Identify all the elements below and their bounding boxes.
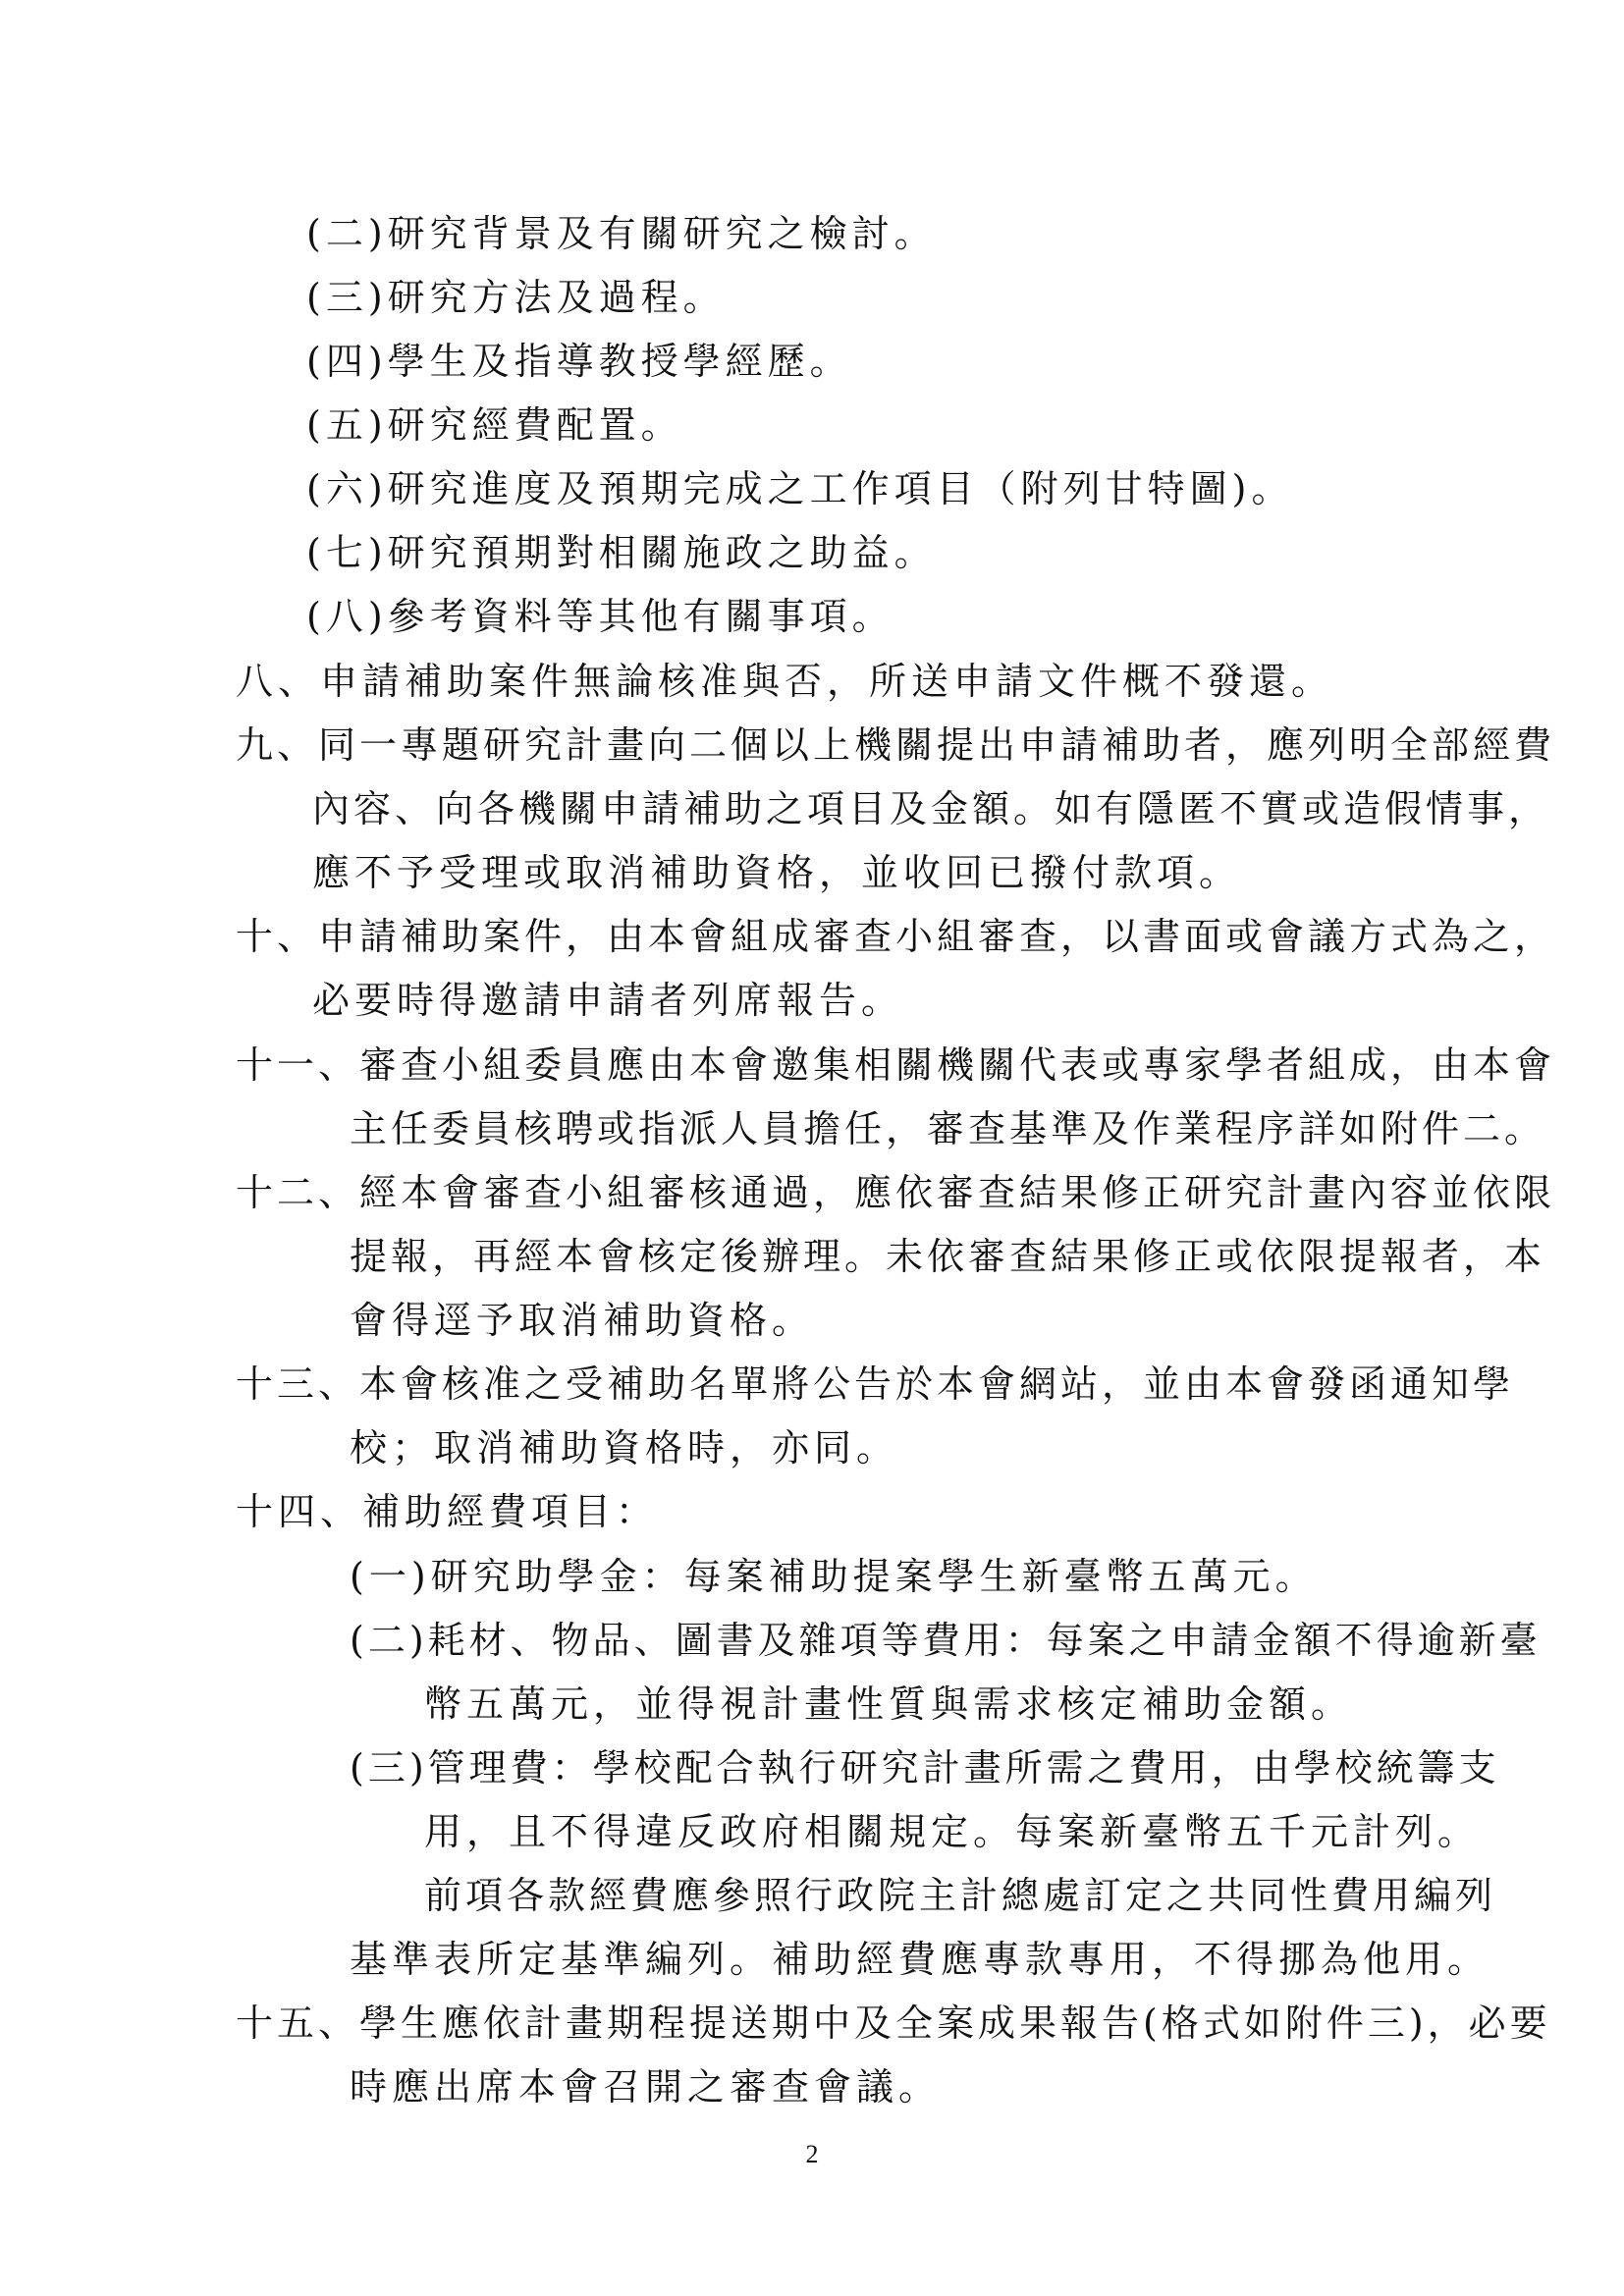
item-7-sub-8: (八)參考資料等其他有關事項。 [306, 595, 894, 638]
item-13-line-2: 校；取消補助資格時，亦同。 [350, 1426, 899, 1469]
item-11-line-2: 主任委員核聘或指派人員擔任，審查基準及作業程序詳如附件二。 [350, 1107, 1546, 1150]
item-15-line-1: 十五、學生應依計畫期程提送期中及全案成果報告(格式如附件三)，必要 [236, 2002, 1551, 2045]
item-10-line-2: 必要時得邀請申請者列席報告。 [312, 979, 904, 1022]
item-8: 八、申請補助案件無論核准與否，所送申請文件概不發還。 [236, 660, 1334, 703]
item-7-sub-5: (五)研究經費配置。 [306, 403, 683, 447]
item-14-note-line-1: 前項各款經費應參照行政院主計總處訂定之共同性費用編列 [424, 1874, 1497, 1917]
item-7-sub-7: (七)研究預期對相關施政之助益。 [306, 531, 937, 574]
item-14-sub-2-line-2: 幣五萬元，並得視計畫性質與需求核定補助金額。 [424, 1682, 1354, 1726]
item-7-sub-3: (三)研究方法及過程。 [306, 276, 726, 319]
item-14-heading: 十四、補助經費項目： [236, 1490, 659, 1533]
item-13-line-1: 十三、本會核准之受補助名單將公告於本會網站，並由本會發函通知學 [236, 1362, 1515, 1406]
item-14-note-line-2: 基準表所定基準編列。補助經費應專款專用，不得挪為他用。 [350, 1938, 1490, 1981]
item-10-line-1: 十、申請補助案件，由本會組成審查小組審查，以書面或會議方式為之， [236, 915, 1556, 958]
item-9-line-2: 內容、向各機關申請補助之項目及金額。如有隱匿不實或造假情事， [312, 787, 1550, 830]
item-14-sub-3-line-1: (三)管理費：學校配合執行研究計畫所需之費用，由學校統籌支 [350, 1746, 1500, 1789]
item-14-sub-3-line-2: 用，且不得違反政府相關規定。每案新臺幣五千元計列。 [424, 1810, 1481, 1853]
page-number: 2 [805, 2140, 819, 2168]
item-9-line-1: 九、同一專題研究計畫向二個以上機關提出申請補助者，應列明全部經費 [236, 723, 1556, 767]
item-11-line-1: 十一、審查小組委員應由本會邀集相關機關代表或專家學者組成，由本會 [236, 1043, 1556, 1087]
item-14-sub-1: (一)研究助學金：每案補助提案學生新臺幣五萬元。 [350, 1555, 1318, 1598]
item-7-sub-2: (二)研究背景及有關研究之檢討。 [306, 212, 937, 255]
item-15-line-2: 時應出席本會召開之審查會議。 [350, 2065, 942, 2109]
item-7-sub-6: (六)研究進度及預期完成之工作項目（附列甘特圖)。 [306, 467, 1294, 510]
item-12-line-2: 提報，再經本會核定後辦理。未依審查結果修正或依限提報者，本 [350, 1235, 1546, 1278]
item-7-sub-4: (四)學生及指導教授學經歷。 [306, 340, 852, 383]
item-12-line-1: 十二、經本會審查小組審核通過，應依審查結果修正研究計畫內容並依限 [236, 1171, 1556, 1214]
item-12-line-3: 會得逕予取消補助資格。 [350, 1299, 815, 1342]
item-9-line-3: 應不予受理或取消補助資格，並收回已撥付款項。 [312, 851, 1242, 894]
item-14-sub-2-line-1: (二)耗材、物品、圖書及雜項等費用：每案之申請金額不得逾新臺 [350, 1619, 1542, 1662]
